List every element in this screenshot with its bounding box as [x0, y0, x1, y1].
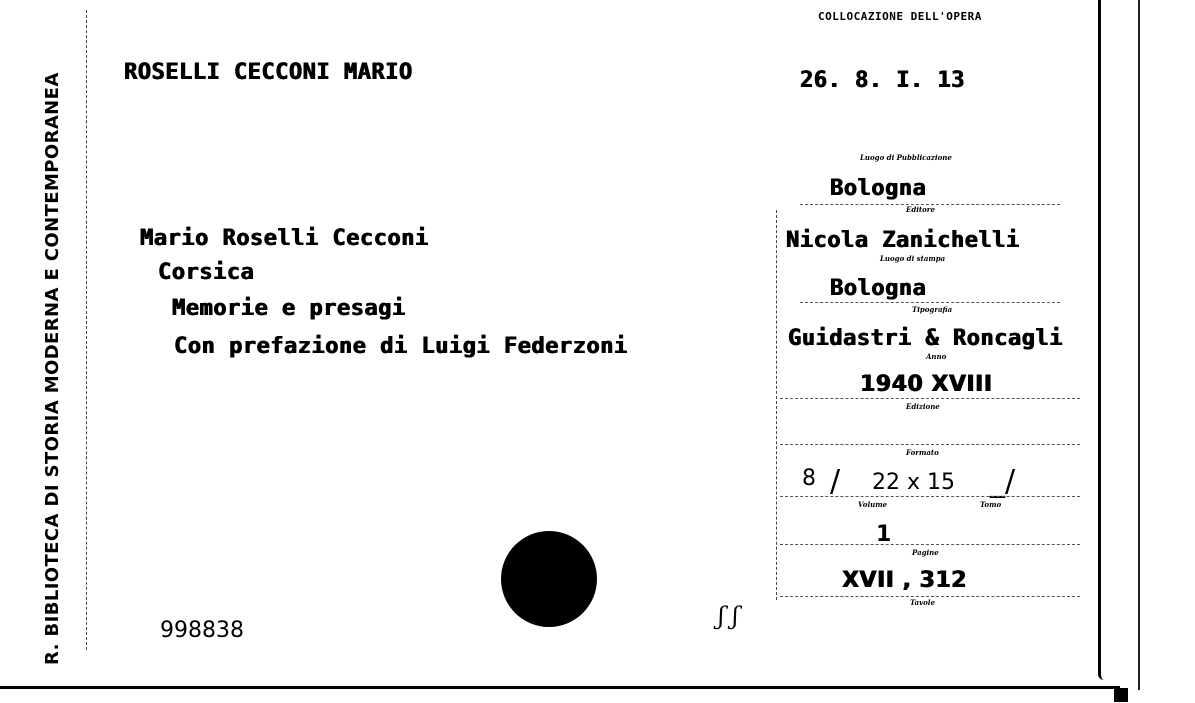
format-slash-2: _/	[990, 464, 1016, 499]
card-right-edge	[1098, 0, 1115, 680]
corner-mark	[1114, 688, 1128, 702]
format-slash-1: /	[830, 464, 841, 499]
format-label: Formato	[906, 448, 939, 457]
publisher-value: Nicola Zanichelli	[786, 228, 1020, 253]
card-bottom-edge	[0, 686, 1120, 689]
print-place-label: Luogo di stampa	[880, 254, 946, 263]
handwritten-mark: ʃ ʃ	[718, 602, 739, 630]
place-value: Bologna	[830, 176, 927, 201]
volume-label: Volume	[858, 500, 888, 509]
right-column-line	[776, 210, 777, 600]
publisher-label: Editore	[906, 205, 935, 214]
print-place-value: Bologna	[830, 276, 927, 301]
printer-label: Tipografia	[912, 305, 953, 314]
place-label: Luogo di Pubblicazione	[860, 153, 952, 162]
entry-subtitle: Memorie e presagi	[172, 296, 406, 321]
author-heading: ROSELLI CECCONI MARIO	[124, 60, 413, 85]
entry-author: Mario Roselli Cecconi	[140, 226, 429, 251]
library-stamp: R. BIBLIOTECA DI STORIA MODERNA E CONTEMPORANEA	[42, 72, 63, 665]
format-b: 22 x 15	[872, 470, 955, 495]
pages-value: XVII , 312	[842, 568, 967, 593]
tome-label: Tomo	[980, 500, 1002, 509]
left-margin-line	[86, 10, 87, 650]
entry-title: Corsica	[158, 260, 255, 285]
inventory-number: 998838	[160, 618, 244, 643]
year-value: 1940 XVIII	[860, 372, 993, 397]
punch-hole	[501, 531, 597, 627]
collocation-label: COLLOCAZIONE DELL'OPERA	[818, 10, 982, 23]
entry-note: Con prefazione di Luigi Federzoni	[174, 334, 628, 359]
shelfmark: 26. 8. I. 13	[800, 68, 965, 93]
format-a: 8	[802, 466, 816, 491]
year-label: Anno	[926, 352, 947, 361]
edition-label: Edizione	[906, 402, 940, 411]
printer-value: Guidastri & Roncagli	[788, 326, 1063, 351]
plates-label: Tavole	[910, 598, 935, 607]
volume-value: 1	[876, 522, 892, 547]
pages-label: Pagine	[912, 548, 939, 557]
card-outer-edge	[1138, 0, 1146, 690]
